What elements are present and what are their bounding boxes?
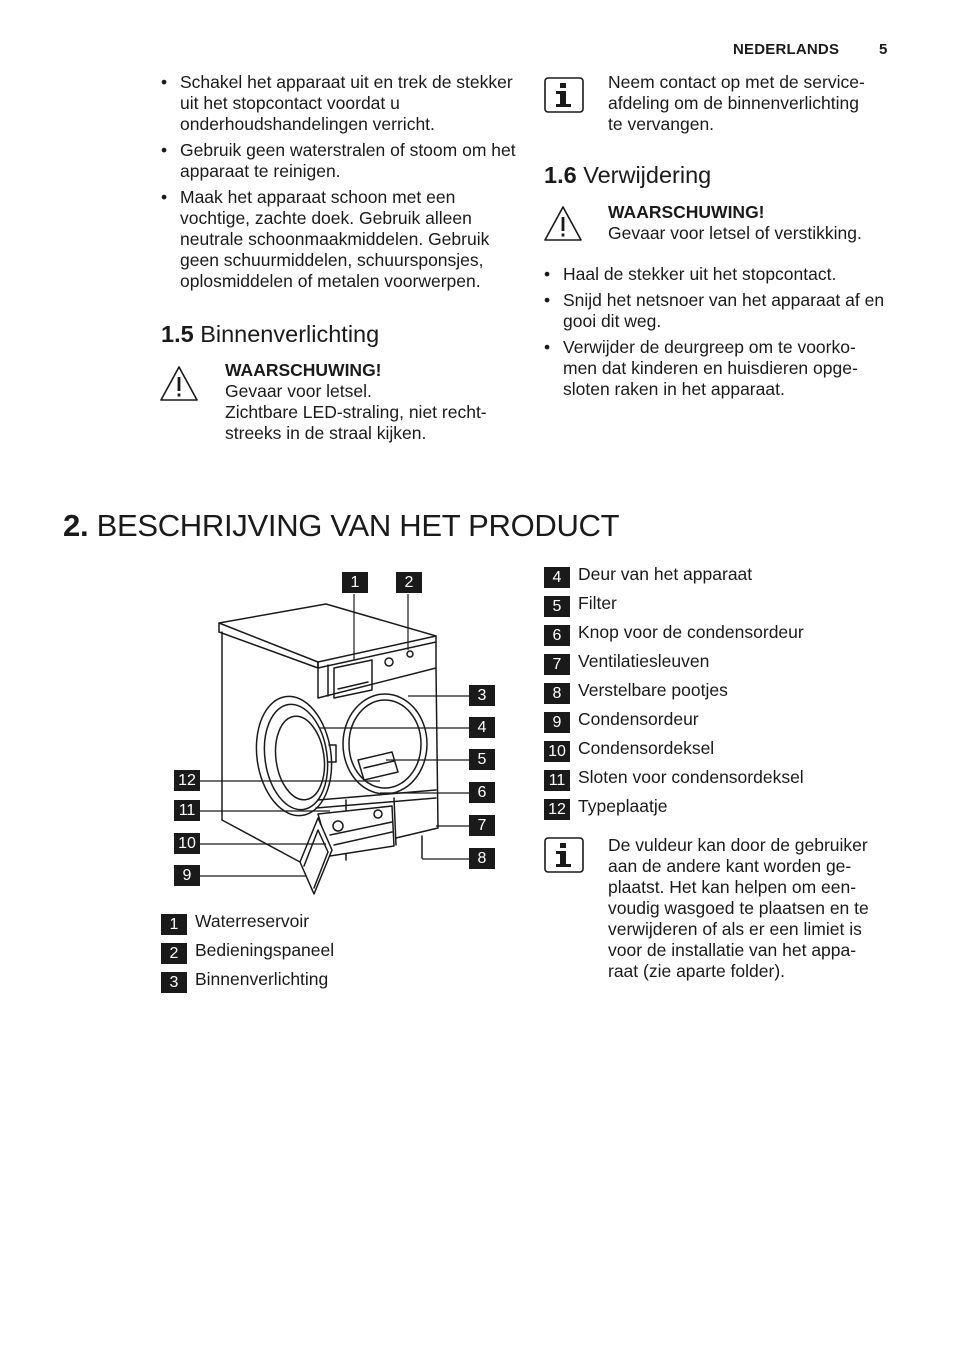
legend-item: [544, 564, 904, 593]
legend-label: Sloten voor condensordeksel: [578, 767, 804, 787]
list-item: • Gebruik geen waterstralen of stoom om het apparaat te reinigen.: [161, 140, 521, 182]
legend-item: [544, 622, 904, 651]
legend-number: 11: [544, 770, 570, 791]
legend-number: 10: [544, 741, 570, 762]
legend-label: Condensordeksel: [578, 738, 715, 758]
callout-2: 2: [396, 572, 422, 593]
info-icon: [544, 75, 584, 115]
section-number: 1.6: [544, 162, 577, 188]
callout-12: 12: [174, 770, 200, 791]
list-item: • Verwijder de deurgreep om te voorko-men dat kinderen en huisdieren opge-sloten raken in het apparaat.: [544, 337, 889, 400]
header-language: NEDERLANDS: [733, 41, 840, 58]
legend-label: Binnenverlichting: [195, 969, 329, 989]
chapter-heading: [63, 508, 619, 544]
callout-11: 11: [174, 800, 200, 821]
section-title: Verwijdering: [583, 162, 712, 188]
list-item: • Maak het apparaat schoon met een vochtige, zachte doek. Gebruik alleen neutrale schoonmaakmiddelen. Gebruik geen schuurmiddelen, schuursponsjes, oplosmiddelen of metalen voorwerpen.: [161, 187, 521, 292]
chapter-title: BESCHRIJVING VAN HET PRODUCT: [96, 508, 620, 543]
legend-label: Knop voor de condensordeur: [578, 622, 804, 642]
maintenance-list: [161, 72, 521, 297]
legend-item: [544, 796, 904, 825]
callout-8: 8: [469, 848, 495, 869]
list-item: • Snijd het netsnoer van het apparaat af en gooi dit weg.: [544, 290, 889, 332]
legend-left: [161, 911, 501, 998]
legend-item: [544, 767, 904, 796]
chapter-number: 2.: [63, 508, 89, 543]
warning-text: Gevaar voor letsel of verstikking.: [608, 223, 862, 243]
legend-item: [161, 969, 501, 998]
legend-label: Verstelbare pootjes: [578, 680, 728, 700]
legend-label: Deur van het apparaat: [578, 564, 753, 584]
page-number: 5: [879, 41, 888, 58]
info-text: De vuldeur kan door de gebruiker aan de andere kant worden ge- plaatst. Het kan helpen om een- voudig wasgoed te plaatsen en te verwijderen of als er een limiet is voor de installatie van het appa- raat (zie aparte folder).: [608, 835, 869, 981]
section-heading-1-6: [544, 161, 711, 189]
legend-item: [544, 593, 904, 622]
legend-number: 9: [544, 712, 570, 733]
info-icon: [544, 835, 584, 875]
callout-1: 1: [342, 572, 368, 593]
callout-4: 4: [469, 717, 495, 738]
callout-9: 9: [174, 865, 200, 886]
disposal-list: [544, 264, 889, 405]
warning-title: WAARSCHUWING!: [608, 202, 765, 222]
warning-icon: [159, 364, 199, 404]
legend-number: 4: [544, 567, 570, 588]
legend-label: Filter: [578, 593, 617, 613]
legend-number: 7: [544, 654, 570, 675]
legend-item: [544, 709, 904, 738]
callout-3: 3: [469, 685, 495, 706]
legend-item: [544, 651, 904, 680]
info-text: Neem contact op met de service- afdeling om de binnenverlichting te vervangen.: [608, 72, 865, 134]
legend-number: 6: [544, 625, 570, 646]
legend-number: 8: [544, 683, 570, 704]
legend-label: Waterreservoir: [195, 911, 310, 931]
legend-item: [161, 911, 501, 940]
warning-text: Gevaar voor letsel. Zichtbare LED-straling, niet recht- streeks in de straal kijken.: [225, 381, 487, 443]
warning-icon: [543, 204, 583, 244]
legend-label: Ventilatiesleuven: [578, 651, 710, 671]
callout-6: 6: [469, 782, 495, 803]
dryer-illustration: [170, 565, 500, 895]
section-title: Binnenverlichting: [200, 321, 380, 347]
legend-number: 12: [544, 799, 570, 820]
warning-title: WAARSCHUWING!: [225, 360, 382, 380]
legend-label: Typeplaatje: [578, 796, 668, 816]
callout-10: 10: [174, 833, 200, 854]
legend-item: [161, 940, 501, 969]
section-heading-1-5: [161, 320, 379, 348]
legend-item: [544, 738, 904, 767]
legend-item: [544, 680, 904, 709]
legend-number: 5: [544, 596, 570, 617]
legend-number: 2: [161, 943, 187, 964]
callout-5: 5: [469, 749, 495, 770]
legend-right: [544, 564, 904, 825]
callout-7: 7: [469, 815, 495, 836]
legend-number: 1: [161, 914, 187, 935]
section-number: 1.5: [161, 321, 194, 347]
list-item: • Schakel het apparaat uit en trek de stekker uit het stopcontact voordat u onderhoudshandelingen verricht.: [161, 72, 521, 135]
legend-label: Bedieningspaneel: [195, 940, 335, 960]
list-item: • Haal de stekker uit het stopcontact.: [544, 264, 889, 285]
legend-label: Condensordeur: [578, 709, 699, 729]
legend-number: 3: [161, 972, 187, 993]
